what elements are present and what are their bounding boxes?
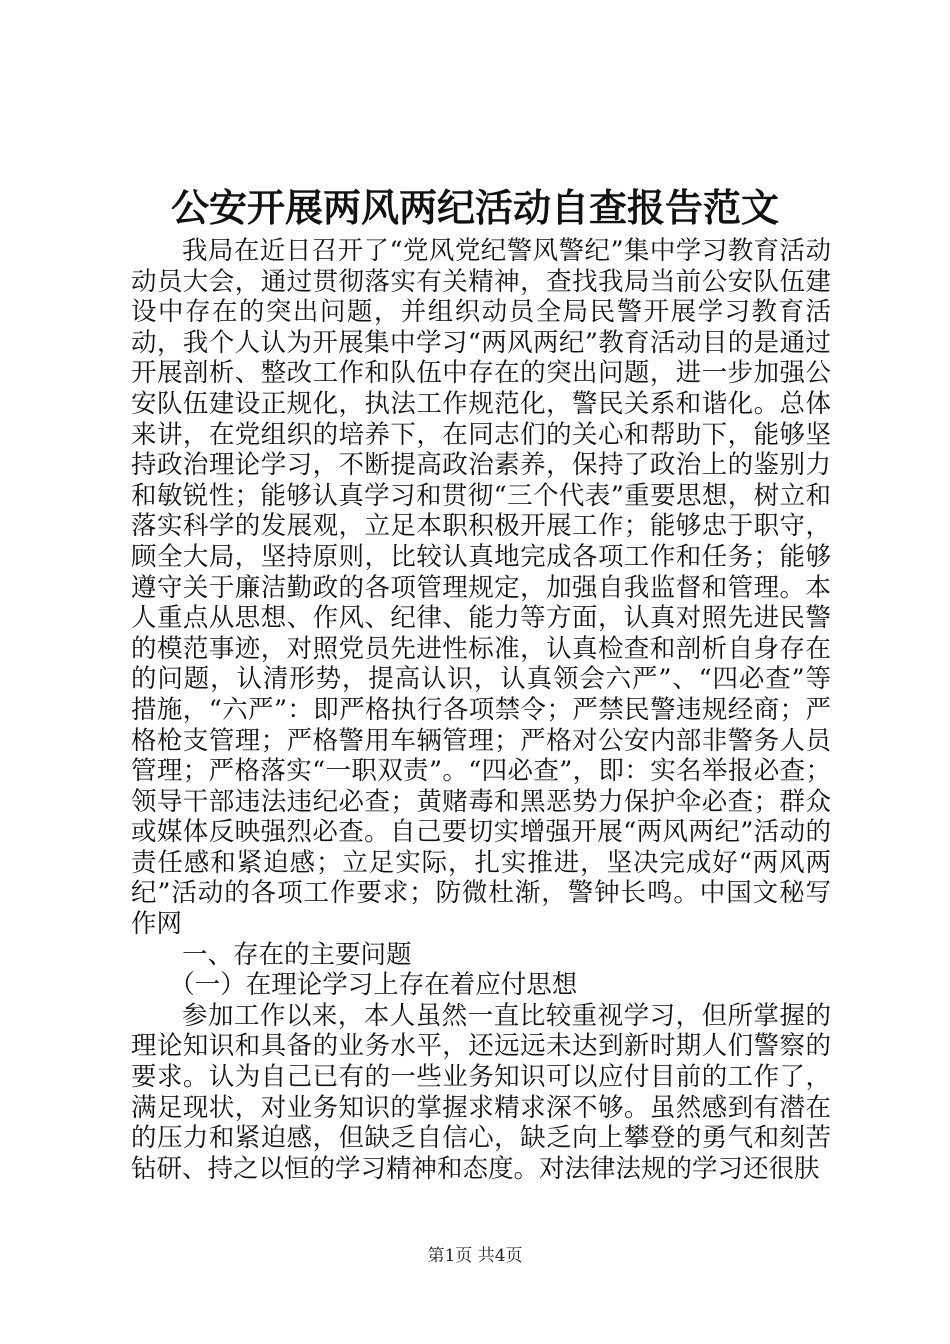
paragraph-intro: 我局在近日召开了“党风党纪警风警纪”集中学习教育活动动员大会，通过贯彻落实有关精神，查找我局当前公安队伍建设中存在的突出问题，并组织动员全局民警开展学习教育活动，我个人认为开展集中学习“两风两纪”教育活动目的是通过开展剖析、整改工作和队伍中存在的突出问题，进一步加强公安队伍建设正规化，执法工作规范化，警民关系和谐化。总体来讲，在党组织的培养下，在同志们的关心和帮助下，能够坚持政治理论学习，不断提高政治素养，保持了政治上的鉴别力和敏锐性；能够认真学习和贯彻“三个代表”重要思想，树立和落实科学的发展观，立足本职积极开展工作；能够忠于职守，顾全大局，坚持原则，比较认真地完成各项工作和任务；能够遵守关于廉洁勤政的各项管理规定，加强自我监督和管理。本人重点从思想、作风、纪律、能力等方面，认真对照先进民警的模范事迹，对照党员先进性标准，认真检查和剖析自身存在的问题，认清形势，提高认识，认真领会六严”、“四必查”等措施，“六严”：即严格执行各项禁令；严禁民警违规经商；严格枪支管理；严格警用车辆管理；严格对公安内部非警务人员管理；严格落实“一职双责”。“四必查”，即：实名举报必查；领导干部违法违纪必查；黄赌毒和黑恶势力保护伞必查；群众或媒体反映强烈必查。自己要切实增强开展“两风两纪”活动的责任感和紧迫感；立足实际，扎实推进，坚决完成好“两风两纪”活动的各项工作要求；防微杜渐，警钟长鸣。中国文秘写作网 — [131, 236, 831, 940]
paragraph-theory-study: 参加工作以来，本人虽然一直比较重视学习，但所掌握的理论知识和具备的业务水平，还远远未达到新时期人们警察的要求。认为自己已有的一些业务知识可以应付目前的工作了，满足现状，对业务知识的掌握求精求深不够。虽然感到有潜在的压力和紧迫感，但缺乏自信心，缺乏向上攀登的勇气和刻苦钻研、持之以恒的学习精神和态度。对法律法规的学习还很肤 — [131, 1000, 831, 1184]
page-number-footer: 第1页 共4页 — [427, 1246, 523, 1266]
section-heading-main-problems: 一、存在的主要问题 — [182, 939, 412, 970]
document-body — [131, 236, 831, 1184]
document-title: 公安开展两风两纪活动自查报告范文 — [170, 185, 779, 230]
subsection-heading-theory-study: （一）在理论学习上存在着应付思想 — [169, 970, 578, 1001]
